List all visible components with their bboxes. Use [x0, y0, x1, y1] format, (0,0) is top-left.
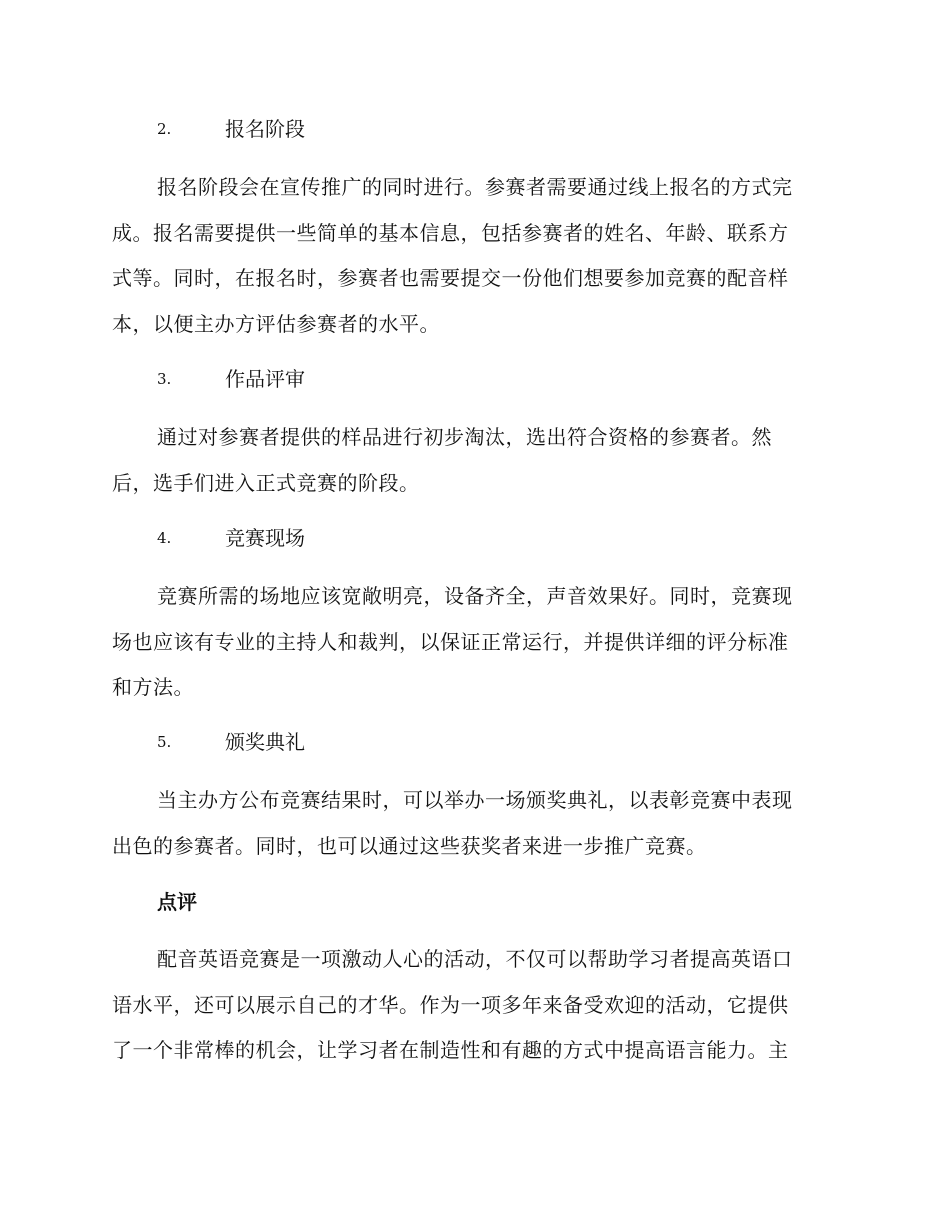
- paragraph-line: 后，选手们进入正式竞赛的阶段。: [112, 470, 420, 495]
- paragraph-line: 当主办方公布竞赛结果时，可以举办一场颁奖典礼，以表彰竞赛中表现: [157, 788, 793, 812]
- paragraph-line: 竞赛所需的场地应该宽敞明亮，设备齐全，声音效果好。同时，竞赛现: [157, 584, 793, 608]
- section-title: 颁奖典礼: [225, 730, 305, 754]
- section-title: 竞赛现场: [225, 526, 305, 550]
- paragraph-line: 本，以便主办方评估参赛者的水平。: [112, 311, 440, 336]
- section-paragraph-registration: [112, 165, 832, 347]
- paragraph-line: 配音英语竞赛是一项激动人心的活动，不仅可以帮助学习者提高英语口: [157, 947, 793, 971]
- section-paragraph-venue: [112, 574, 832, 711]
- paragraph-line: 场也应该有专业的主持人和裁判，以保证正常运行，并提供详细的评分标准: [112, 629, 789, 654]
- section-heading-registration: [157, 114, 305, 144]
- section-paragraph-award-ceremony: [112, 778, 832, 869]
- paragraph-line: 出色的参赛者。同时，也可以通过这些获奖者来进一步推广竞赛。: [112, 833, 707, 858]
- section-heading-venue: [157, 523, 305, 553]
- paragraph-line: 式等。同时，在报名时，参赛者也需要提交一份他们想要参加竞赛的配音样: [112, 266, 789, 290]
- paragraph-line: 了一个非常棒的机会，让学习者在制造性和有趣的方式中提高语言能力。主: [112, 1038, 789, 1062]
- paragraph-line: 和方法。: [112, 675, 194, 699]
- section-title: 作品评审: [225, 367, 305, 391]
- section-number: 5.: [157, 733, 172, 751]
- section-number: 3.: [157, 370, 172, 388]
- paragraph-line: 成。报名需要提供一些简单的基本信息，包括参赛者的姓名、年龄、联系方: [112, 220, 789, 245]
- section-title: 报名阶段: [225, 117, 305, 141]
- section-number: 2.: [157, 120, 172, 138]
- section-heading-award-ceremony: [157, 727, 305, 757]
- review-paragraph: [112, 937, 832, 1074]
- section-heading-review-works: [157, 364, 305, 394]
- review-heading: 点评: [157, 890, 197, 914]
- section-paragraph-review-works: [112, 415, 832, 506]
- section-number: 4.: [157, 529, 172, 547]
- paragraph-line: 语水平，还可以展示自己的才华。作为一项多年来备受欢迎的活动，它提供: [112, 992, 789, 1017]
- paragraph-line: 报名阶段会在宣传推广的同时进行。参赛者需要通过线上报名的方式完: [157, 175, 793, 199]
- paragraph-line: 通过对参赛者提供的样品进行初步淘汰，选出符合资格的参赛者。然: [157, 425, 772, 449]
